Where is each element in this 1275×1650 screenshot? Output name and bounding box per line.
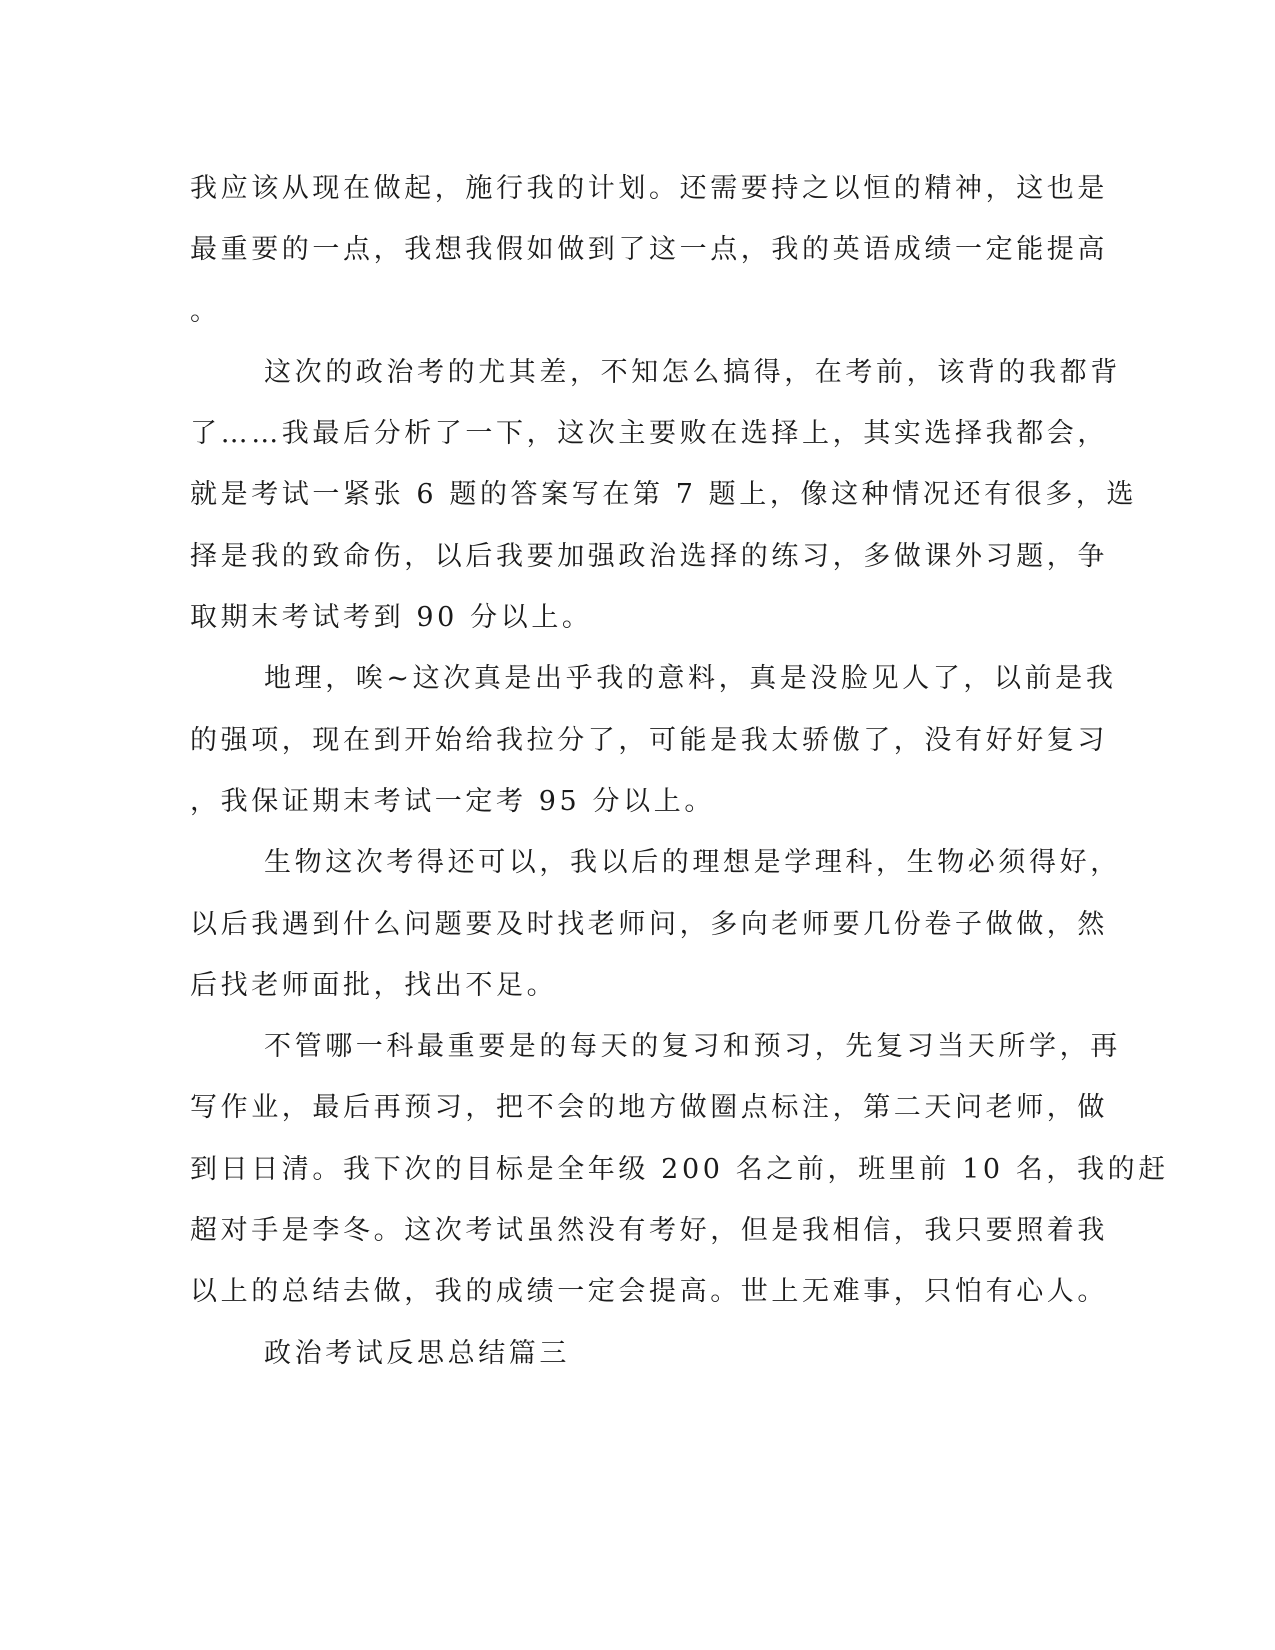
text-line: 地理，唉~这次真是出乎我的意料，真是没脸见人了，以前是我 xyxy=(264,663,1117,695)
text-line: 生物这次考得还可以，我以后的理想是学理科，生物必须得好， xyxy=(264,847,1121,879)
text-line: 了……我最后分析了一下，这次主要败在选择上，其实选择我都会， xyxy=(190,418,1108,450)
text-line: 超对手是李冬。这次考试虽然没有考好，但是我相信，我只要照着我 xyxy=(190,1215,1108,1247)
text-line: 择是我的致命伤，以后我要加强政治选择的练习，多做课外习题，争 xyxy=(190,540,1108,572)
text-line: 以后我遇到什么问题要及时找老师问，多向老师要几份卷子做做，然 xyxy=(190,908,1108,940)
text-line: 不管哪一科最重要是的每天的复习和预习，先复习当天所学，再 xyxy=(264,1031,1121,1063)
document-body xyxy=(190,158,1169,1384)
text-line: 后找老师面批，找出不足。 xyxy=(190,969,558,1001)
text-line: 我应该从现在做起，施行我的计划。还需要持之以恒的精神，这也是 xyxy=(190,173,1108,204)
text-line: 政治考试反思总结篇三 xyxy=(264,1337,570,1369)
text-line: 写作业，最后再预习，把不会的地方做圈点标注，第二天问老师，做 xyxy=(190,1092,1108,1124)
text-line: 到日日清。我下次的目标是全年级 200 名之前，班里前 10 名，我的赶 xyxy=(190,1153,1169,1185)
text-line: 取期末考试考到 90 分以上。 xyxy=(190,602,593,634)
text-line: 以上的总结去做，我的成绩一定会提高。世上无难事，只怕有心人。 xyxy=(190,1276,1108,1308)
text-line: 。 xyxy=(190,295,221,327)
text-line: ，我保证期末考试一定考 95 分以上。 xyxy=(190,785,715,817)
text-line: 的强项，现在到开始给我拉分了，可能是我太骄傲了，没有好好复习 xyxy=(190,724,1108,756)
text-line: 最重要的一点，我想我假如做到了这一点，我的英语成绩一定能提高 xyxy=(190,234,1108,266)
text-line: 这次的政治考的尤其差，不知怎么搞得，在考前，该背的我都背 xyxy=(264,356,1121,388)
text-line: 就是考试一紧张 6 题的答案写在第 7 题上，像这种情况还有很多，选 xyxy=(190,479,1138,511)
